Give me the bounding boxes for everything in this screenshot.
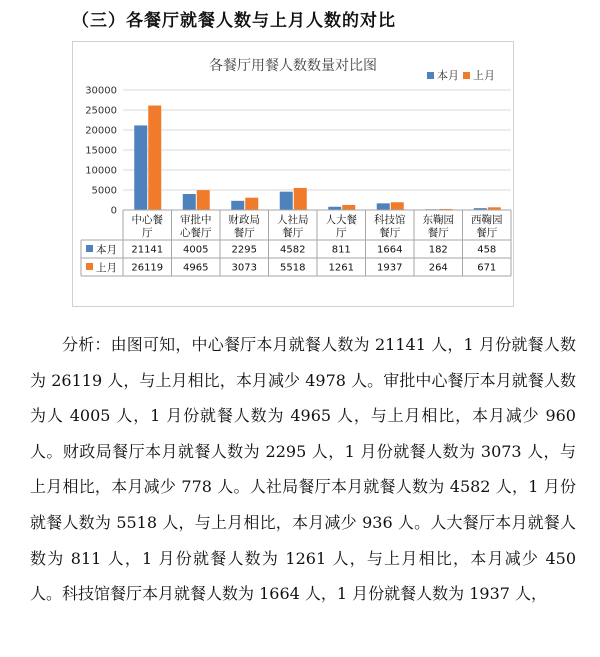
- category-label-1: 中心餐: [131, 214, 163, 226]
- y-tick-label: 20000: [85, 125, 117, 137]
- category-label-3: 财政局: [228, 214, 260, 226]
- table-legend-key-1: [86, 245, 93, 252]
- y-tick-label: 30000: [85, 85, 117, 97]
- table-value-current-3: 2295: [231, 244, 257, 256]
- legend-label-2: 上月: [473, 69, 495, 82]
- category-label-7: 东鞠园: [422, 214, 454, 226]
- category-label-5: 人大餐: [325, 214, 357, 226]
- section-heading: （三）各餐厅就餐人数与上月人数的对比: [72, 11, 396, 31]
- table-value-previous-3: 3073: [231, 262, 257, 274]
- y-tick-label: 15000: [85, 145, 117, 157]
- y-tick-label: 25000: [85, 105, 117, 117]
- bar-previous-2: [197, 190, 210, 210]
- table-value-current-8: 458: [477, 244, 497, 256]
- bar-current-2: [183, 194, 196, 210]
- table-value-current-7: 182: [428, 244, 448, 256]
- table-value-current-6: 1664: [377, 244, 403, 256]
- category-label-6: 餐厅: [379, 227, 401, 239]
- table-value-current-4: 4582: [280, 244, 306, 256]
- table-legend-key-2: [86, 263, 93, 270]
- bar-chart: [73, 42, 513, 306]
- table-value-current-5: 811: [331, 244, 351, 256]
- y-tick-label: 5000: [91, 185, 117, 197]
- legend-label-1: 本月: [437, 69, 459, 82]
- table-value-current-2: 4005: [183, 244, 209, 256]
- category-label-2: 心餐厅: [180, 227, 212, 239]
- analysis-paragraph: 分析：由图可知，中心餐厅本月就餐人数为 21141 人，1 月份就餐人数为 26119 人，与上月相比，本月减少 4978 人。审批中心餐厅本月就餐人数为人 4005 人，1 月份就餐人数为 4965 人，与上月相比，本月减少 960 人。财政局餐厅本月就餐人数为 2295 人，1 月份就餐人数为 3073 人，与上月相比，本月减少 778 人。人社局餐厅本月就餐人数为 4582 人，1 月份就餐人数为 5518 人，与上月相比，本月减少 936 人。人大餐厅本月就餐人数为 811 人，1 月份就餐人数为 1261 人，与上月相比，本月减少 450 人。科技馆餐厅本月就餐人数为 1664 人，1 月份就餐人数为 1937 人，: [30, 335, 576, 604]
- chart-title: 各餐厅用餐人数数量对比图: [209, 58, 377, 74]
- y-tick-label: 10000: [85, 165, 117, 177]
- table-value-previous-7: 264: [428, 262, 448, 274]
- table-row-label-1: 本月: [96, 244, 117, 256]
- bar-current-3: [231, 201, 244, 210]
- table-value-previous-4: 5518: [280, 262, 306, 274]
- category-label-4: 餐厅: [282, 227, 304, 239]
- category-label-3: 餐厅: [233, 227, 255, 239]
- category-label-7: 餐厅: [427, 227, 449, 239]
- table-row-label-2: 上月: [96, 262, 117, 274]
- bar-previous-5: [342, 205, 355, 210]
- bar-previous-4: [294, 188, 307, 210]
- bar-previous-6: [391, 202, 404, 210]
- y-tick-label: 0: [110, 205, 117, 217]
- category-label-8: 餐厅: [476, 227, 498, 239]
- category-label-4: 人社局: [277, 214, 309, 226]
- category-label-8: 西鞠园: [471, 214, 503, 226]
- category-label-1: 厅: [142, 227, 153, 239]
- table-value-previous-2: 4965: [183, 262, 209, 274]
- table-value-current-1: 21141: [131, 244, 164, 256]
- bar-current-1: [134, 125, 147, 210]
- table-value-previous-8: 671: [477, 262, 497, 274]
- category-label-6: 科技馆: [374, 214, 406, 226]
- table-value-previous-5: 1261: [328, 262, 354, 274]
- chart-frame: [72, 41, 514, 307]
- legend-swatch-1: [427, 72, 434, 79]
- table-value-previous-1: 26119: [131, 262, 164, 274]
- bar-current-6: [377, 203, 390, 210]
- bar-previous-3: [245, 198, 258, 210]
- category-label-2: 审批中: [180, 214, 212, 226]
- bar-previous-1: [148, 106, 161, 210]
- table-value-previous-6: 1937: [377, 262, 403, 274]
- legend-swatch-2: [463, 72, 470, 79]
- category-label-5: 厅: [336, 227, 347, 239]
- bar-current-4: [280, 192, 293, 210]
